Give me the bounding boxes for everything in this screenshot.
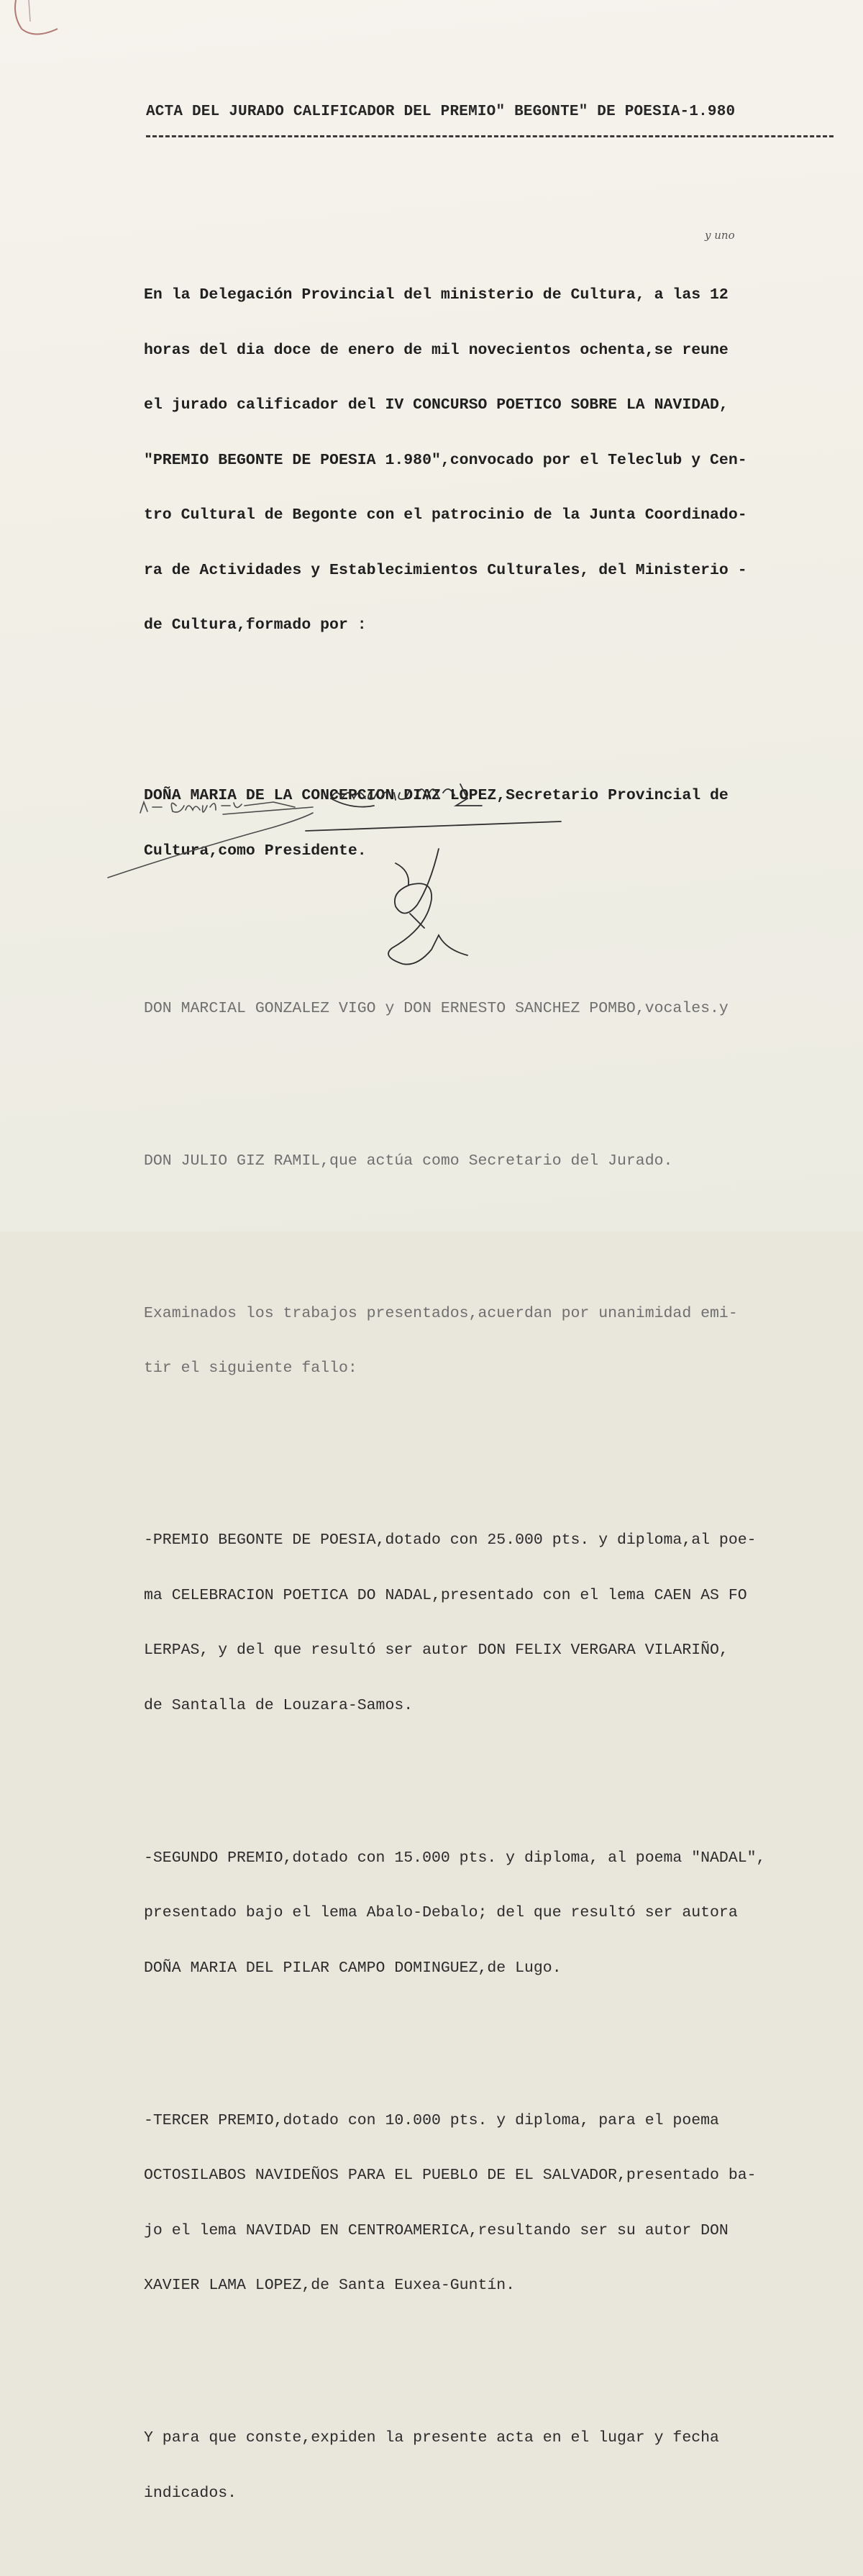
text-line: horas del dia doce de enero de mil novecientos ochenta,se reune — [144, 341, 729, 359]
text-line: XAVIER LAMA LOPEZ,de Santa Euxea-Guntín. — [144, 2277, 516, 2294]
title-underline — [146, 135, 834, 137]
text-line: de Cultura,formado por : — [144, 616, 367, 634]
intro-paragraph — [144, 250, 834, 672]
text-line: jo el lema NAVIDAD EN CENTROAMERICA,resultando ser su autor DON — [144, 2221, 729, 2239]
first-prize-paragraph — [144, 1495, 834, 1752]
closing-paragraph — [144, 2393, 834, 2539]
second-prize-paragraph — [144, 1813, 834, 2015]
examined-paragraph — [144, 1268, 834, 1415]
text-line: "PREMIO BEGONTE DE POESIA 1.980",convocado por el Teleclub y Cen- — [144, 451, 747, 469]
text-line: Y para que conste,expiden la presente acta en el lugar y fecha — [144, 2429, 719, 2447]
signature-bottom — [388, 849, 467, 965]
third-prize-paragraph — [144, 2075, 834, 2332]
text-line: ra de Actividades y Establecimientos Culturales, del Ministerio - — [144, 561, 747, 579]
text-line: OCTOSILABOS NAVIDEÑOS PARA EL PUEBLO DE EL SALVADOR,presentado ba- — [144, 2167, 757, 2184]
text-line: tir el siguiente fallo: — [144, 1360, 357, 1377]
handwritten-insert: y uno — [705, 229, 735, 242]
secretary-paragraph — [144, 1116, 834, 1208]
text-line: En la Delegación Provincial del ministerio de Cultura, a las 12 — [144, 286, 729, 304]
text-line: Examinados los trabajos presentados,acuerdan por unanimidad emi- — [144, 1304, 738, 1322]
text-line: de Santalla de Louzara-Samos. — [144, 1696, 414, 1714]
corner-ink-mark — [0, 0, 86, 50]
text-line: -SEGUNDO PREMIO,dotado con 15.000 pts. y diploma, al poema "NADAL", — [144, 1849, 766, 1867]
text-line: DOÑA MARIA DEL PILAR CAMPO DOMINGUEZ,de Lugo. — [144, 1959, 562, 1977]
text-line: -TERCER PREMIO,dotado con 10.000 pts. y diploma, para el poema — [144, 2111, 719, 2129]
text-line: indicados. — [144, 2484, 237, 2502]
text-line: DOÑA MARIA DE LA CONCEPCION DIAZ LOPEZ,Secretario Provincial de — [144, 787, 729, 804]
text-line: Cultura,como Presidente. — [144, 842, 367, 860]
text-line: el jurado calificador del IV CONCURSO POETICO SOBRE LA NAVIDAD, — [144, 396, 729, 414]
text-line: LERPAS, y del que resultó ser autor DON FELIX VERGARA VILARIÑO, — [144, 1642, 729, 1659]
text-line: presentado bajo el lema Abalo-Debalo; del que resultó ser autora — [144, 1904, 738, 1921]
signatures — [108, 777, 626, 978]
text-line: DON MARCIAL GONZALEZ VIGO y DON ERNESTO SANCHEZ POMBO,vocales.y — [144, 999, 729, 1017]
document-body — [144, 213, 834, 2576]
signature-left — [108, 802, 313, 878]
signature-center — [306, 784, 561, 831]
text-line: DON JULIO GIZ RAMIL,que actúa como Secretario del Jurado. — [144, 1152, 673, 1170]
document-title: ACTA DEL JURADO CALIFICADOR DEL PREMIO" BEGONTE" DE POESIA-1.980 — [146, 104, 736, 120]
text-line: tro Cultural de Begonte con el patrocinio de la Junta Coordinado- — [144, 506, 747, 524]
text-line: -PREMIO BEGONTE DE POESIA,dotado con 25.000 pts. y diploma,al poe- — [144, 1532, 757, 1549]
text-line: ma CELEBRACION POETICA DO NADAL,presentado con el lema CAEN AS FO — [144, 1586, 747, 1604]
